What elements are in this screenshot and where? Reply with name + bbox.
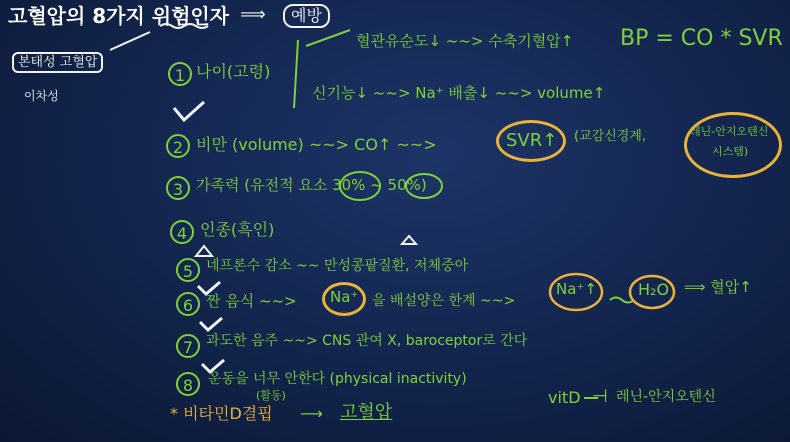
check-icon — [198, 282, 220, 294]
arrow-icon: ⟹ — [240, 4, 266, 25]
hypertension-result: ⟹ 혈압↑ — [684, 278, 752, 296]
svr-note-raas: 레닌-안지오텐신 — [690, 125, 769, 138]
essential-hypertension-label: 본태성 고혈압 — [12, 52, 103, 73]
secondary-hypertension-label: 이차성 — [24, 89, 59, 103]
check-icon — [202, 360, 224, 372]
svr-note-system: 시스템) — [712, 145, 749, 158]
item-number-4: 4 — [170, 220, 194, 244]
item-number-6: 6 — [176, 292, 200, 316]
item-text-2: 비만 (volume) ~~> CO↑ ~~> — [196, 135, 437, 154]
item-text-4: 인종(흑인) — [200, 220, 275, 239]
percent-circle — [406, 174, 442, 198]
title-squiggle — [160, 24, 208, 28]
inhibit-arrow-icon: ⊣ — [592, 386, 608, 407]
prevention-box: 예방 — [283, 4, 330, 28]
item-number-3: 3 — [166, 176, 190, 200]
item-text-8: 운동을 너무 안한다 (physical inactivity) — [208, 371, 467, 387]
item-8-sub: (활동) — [256, 389, 286, 402]
branch-line — [306, 30, 350, 46]
triangle-icon — [402, 236, 416, 244]
item-number-7: 7 — [176, 334, 200, 358]
check-icon — [174, 102, 204, 120]
top-line-compliance: 혈관유순도↓ ~~> 수축기혈압↑ — [356, 32, 574, 50]
item-text-1: 나이(고령) — [196, 62, 271, 81]
bp-formula: BP = CO * SVR — [620, 26, 783, 51]
vitd-label: vitD — [548, 388, 581, 407]
check-icon — [200, 318, 222, 330]
arrow-icon: ⟶ — [300, 404, 323, 423]
item-number-2: 2 — [166, 134, 190, 158]
item-text-7: 과도한 음주 ~~> CNS 관여 X, baroceptor로 간다 — [206, 333, 528, 349]
item-number-1: 1 — [168, 62, 192, 86]
item-text-6: 짠 음식 ~~> — [206, 292, 297, 310]
item-text-5: 네프론수 감소 ~~ 만성콩팥질환, 저체중아 — [206, 258, 469, 274]
salt-text: 을 배설양은 한계 ~~> — [372, 293, 516, 309]
hypertension-underlined: 고혈압 — [340, 402, 393, 423]
percent-circle — [340, 172, 380, 200]
essential-arrow — [110, 32, 150, 50]
na-plus-circle — [550, 274, 602, 310]
svr-label: SVR↑ — [506, 130, 558, 151]
na-label: Na⁺ — [330, 288, 359, 306]
vitd-deficiency: * 비타민D결핍 — [170, 404, 273, 423]
triangle-icon — [196, 246, 212, 256]
vitd-target: 레닌-안지오텐신 — [616, 389, 716, 405]
page-title: 고혈압의 8가지 위험인자 — [8, 4, 230, 28]
item-text-3: 가족력 (유전적 요소 30% ~ 50%) — [196, 176, 427, 194]
svr-note: (교감신경계, — [574, 129, 646, 144]
top-line-renal: 신기능↓ ~~> Na⁺ 배출↓ ~~> volume↑ — [312, 84, 606, 102]
h2o-label: H₂O — [638, 280, 670, 299]
na-plus: Na⁺↑ — [556, 280, 597, 298]
h2o-circle — [630, 276, 674, 308]
item-number-5: 5 — [176, 258, 200, 282]
item-number-8: 8 — [176, 372, 200, 396]
branch-line — [294, 40, 298, 108]
